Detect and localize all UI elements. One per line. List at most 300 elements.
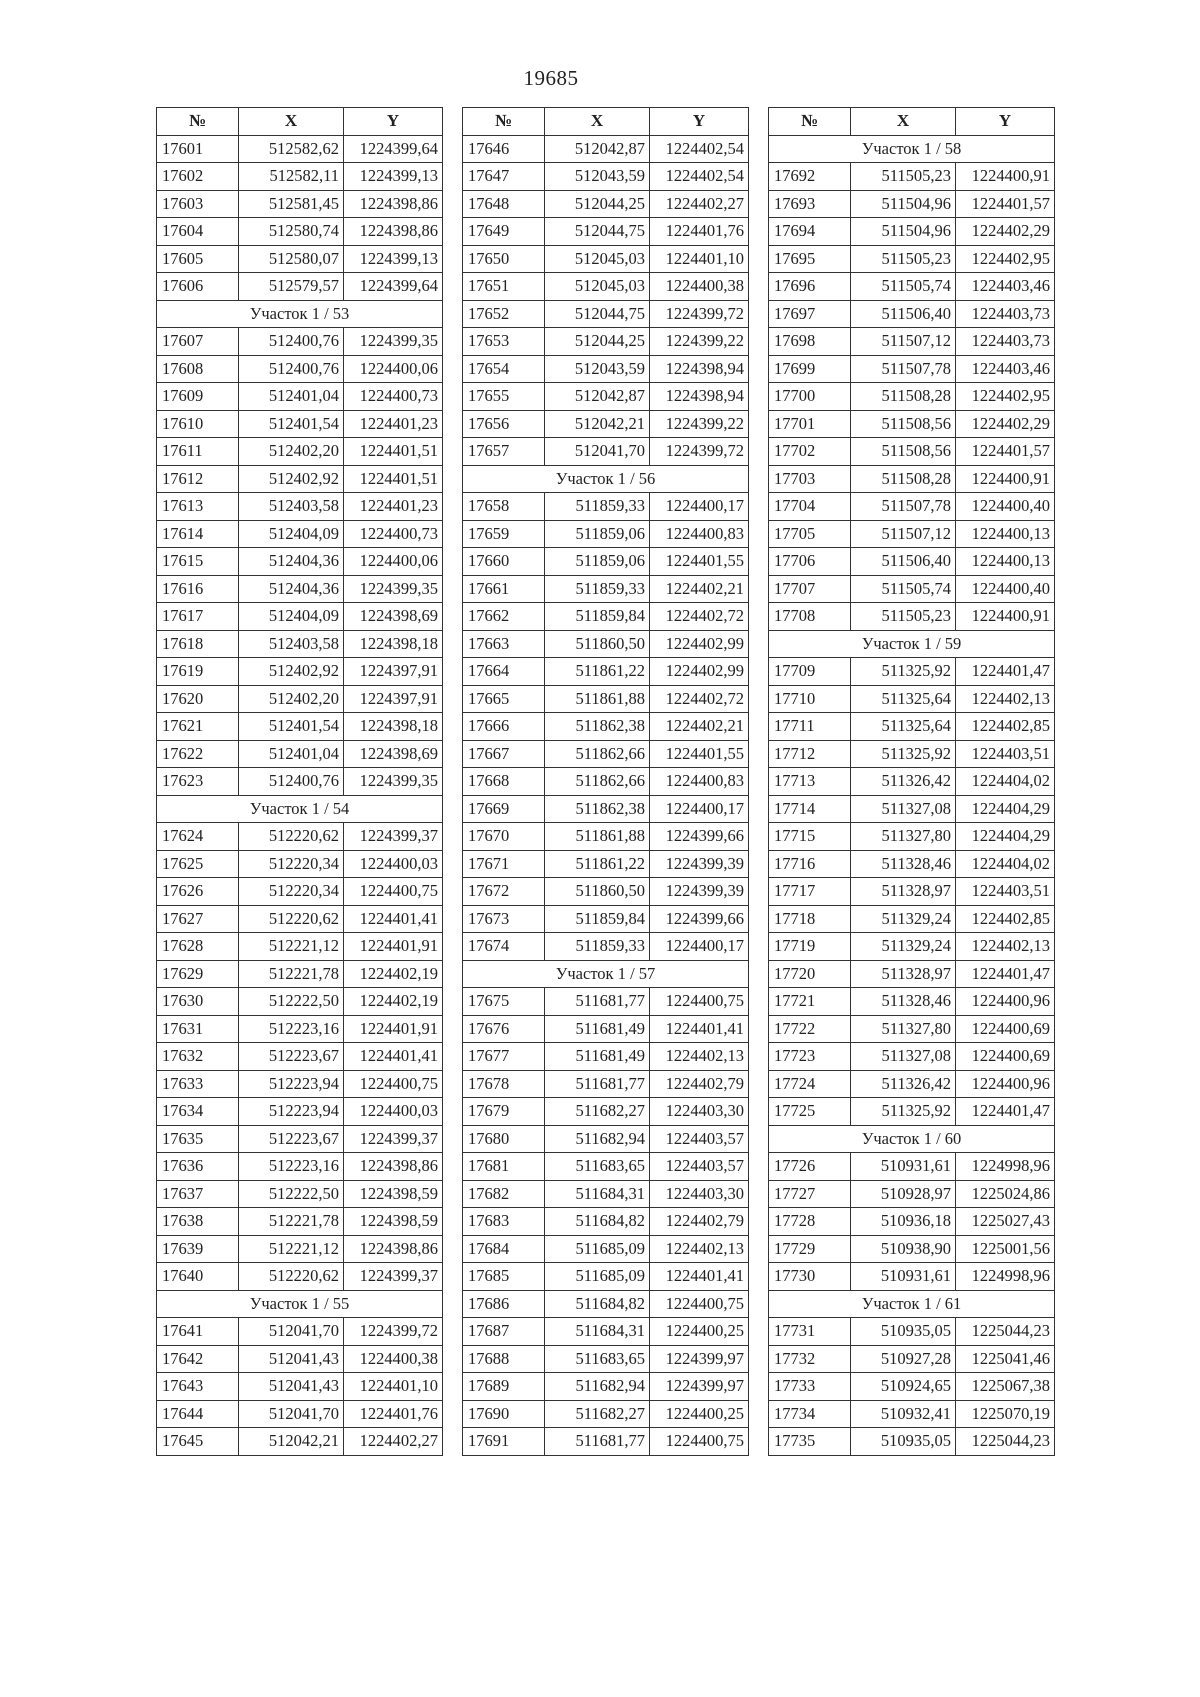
x-coordinate: 512400,76 [239, 328, 344, 356]
table-row [157, 355, 443, 383]
point-number: 17651 [463, 273, 545, 301]
x-coordinate: 512580,07 [239, 245, 344, 273]
point-number: 17724 [769, 1070, 851, 1098]
point-number: 17733 [769, 1373, 851, 1401]
x-coordinate: 511862,66 [545, 740, 650, 768]
header-x: X [851, 108, 956, 136]
y-coordinate: 1224403,57 [650, 1153, 749, 1181]
y-coordinate: 1224398,69 [344, 603, 443, 631]
table-row [463, 768, 749, 796]
x-coordinate: 511681,49 [545, 1043, 650, 1071]
point-number: 17634 [157, 1098, 239, 1126]
point-number: 17609 [157, 383, 239, 411]
table-row [157, 218, 443, 246]
section-label: Участок 1 / 57 [463, 960, 749, 988]
table-row [463, 658, 749, 686]
x-coordinate: 511327,08 [851, 1043, 956, 1071]
y-coordinate: 1224402,19 [344, 960, 443, 988]
x-coordinate: 510927,28 [851, 1345, 956, 1373]
table-row [463, 1263, 749, 1291]
y-coordinate: 1224400,75 [650, 1428, 749, 1456]
point-number: 17637 [157, 1180, 239, 1208]
x-coordinate: 512044,75 [545, 218, 650, 246]
header-x: X [545, 108, 650, 136]
x-coordinate: 511508,56 [851, 410, 956, 438]
y-coordinate: 1224399,13 [344, 163, 443, 191]
table-row [769, 410, 1055, 438]
y-coordinate: 1225027,43 [956, 1208, 1055, 1236]
table-row [157, 163, 443, 191]
point-number: 17618 [157, 630, 239, 658]
y-coordinate: 1224400,40 [956, 575, 1055, 603]
table-row [769, 1043, 1055, 1071]
point-number: 17655 [463, 383, 545, 411]
table-row [157, 658, 443, 686]
point-number: 17675 [463, 988, 545, 1016]
point-number: 17642 [157, 1345, 239, 1373]
point-number: 17734 [769, 1400, 851, 1428]
x-coordinate: 512041,43 [239, 1345, 344, 1373]
table-row [157, 1400, 443, 1428]
table-row [769, 493, 1055, 521]
y-coordinate: 1224400,38 [344, 1345, 443, 1373]
point-number: 17601 [157, 135, 239, 163]
point-number: 17679 [463, 1098, 545, 1126]
y-coordinate: 1224402,79 [650, 1070, 749, 1098]
y-coordinate: 1224399,37 [344, 1263, 443, 1291]
y-coordinate: 1224401,41 [650, 1015, 749, 1043]
table-row [769, 1208, 1055, 1236]
point-number: 17635 [157, 1125, 239, 1153]
y-coordinate: 1225070,19 [956, 1400, 1055, 1428]
table-row [463, 273, 749, 301]
x-coordinate: 511681,77 [545, 988, 650, 1016]
x-coordinate: 512580,74 [239, 218, 344, 246]
table-row [157, 1153, 443, 1181]
y-coordinate: 1224401,76 [344, 1400, 443, 1428]
y-coordinate: 1224399,37 [344, 1125, 443, 1153]
y-coordinate: 1224400,06 [344, 355, 443, 383]
x-coordinate: 512043,59 [545, 355, 650, 383]
point-number: 17685 [463, 1263, 545, 1291]
point-number: 17698 [769, 328, 851, 356]
table-row [463, 575, 749, 603]
y-coordinate: 1224402,95 [956, 245, 1055, 273]
table-row [769, 1235, 1055, 1263]
y-coordinate: 1224399,97 [650, 1373, 749, 1401]
y-coordinate: 1224402,54 [650, 163, 749, 191]
y-coordinate: 1224402,13 [650, 1235, 749, 1263]
table-row [157, 1345, 443, 1373]
point-number: 17669 [463, 795, 545, 823]
point-number: 17664 [463, 658, 545, 686]
point-number: 17616 [157, 575, 239, 603]
x-coordinate: 511685,09 [545, 1263, 650, 1291]
x-coordinate: 511505,23 [851, 163, 956, 191]
point-number: 17731 [769, 1318, 851, 1346]
table-header-row [769, 108, 1055, 136]
point-number: 17660 [463, 548, 545, 576]
table-row [463, 1208, 749, 1236]
point-number: 17692 [769, 163, 851, 191]
point-number: 17703 [769, 465, 851, 493]
table-row [157, 988, 443, 1016]
x-coordinate: 511862,66 [545, 768, 650, 796]
point-number: 17722 [769, 1015, 851, 1043]
table-row [463, 493, 749, 521]
table-row [157, 493, 443, 521]
point-number: 17700 [769, 383, 851, 411]
y-coordinate: 1224400,83 [650, 768, 749, 796]
y-coordinate: 1224401,41 [650, 1263, 749, 1291]
table-row [769, 740, 1055, 768]
x-coordinate: 511327,08 [851, 795, 956, 823]
y-coordinate: 1224400,69 [956, 1043, 1055, 1071]
x-coordinate: 511861,88 [545, 823, 650, 851]
table-row [463, 1373, 749, 1401]
point-number: 17735 [769, 1428, 851, 1456]
table-row [769, 1345, 1055, 1373]
point-number: 17626 [157, 878, 239, 906]
table-row [769, 520, 1055, 548]
table-row [769, 1428, 1055, 1456]
x-coordinate: 511507,12 [851, 520, 956, 548]
y-coordinate: 1224399,72 [344, 1318, 443, 1346]
table-row [157, 1428, 443, 1456]
table-row [463, 410, 749, 438]
table-row [769, 548, 1055, 576]
y-coordinate: 1224402,27 [344, 1428, 443, 1456]
coordinates-table-2 [462, 107, 749, 1456]
table-row [769, 823, 1055, 851]
point-number: 17674 [463, 933, 545, 961]
table-row [157, 1125, 443, 1153]
x-coordinate: 511326,42 [851, 1070, 956, 1098]
x-coordinate: 512044,75 [545, 300, 650, 328]
y-coordinate: 1224400,75 [344, 878, 443, 906]
x-coordinate: 512220,34 [239, 878, 344, 906]
y-coordinate: 1224401,51 [344, 465, 443, 493]
point-number: 17623 [157, 768, 239, 796]
x-coordinate: 511506,40 [851, 300, 956, 328]
table-row [463, 135, 749, 163]
x-coordinate: 512223,67 [239, 1125, 344, 1153]
table-row [157, 685, 443, 713]
table-row [769, 850, 1055, 878]
x-coordinate: 511859,33 [545, 575, 650, 603]
x-coordinate: 511862,38 [545, 713, 650, 741]
x-coordinate: 511328,46 [851, 988, 956, 1016]
table-row [463, 438, 749, 466]
point-number: 17671 [463, 850, 545, 878]
y-coordinate: 1224402,21 [650, 713, 749, 741]
y-coordinate: 1224402,99 [650, 630, 749, 658]
point-number: 17720 [769, 960, 851, 988]
point-number: 17687 [463, 1318, 545, 1346]
y-coordinate: 1224400,17 [650, 795, 749, 823]
point-number: 17659 [463, 520, 545, 548]
y-coordinate: 1224400,83 [650, 520, 749, 548]
y-coordinate: 1224402,99 [650, 658, 749, 686]
x-coordinate: 511327,80 [851, 1015, 956, 1043]
point-number: 17666 [463, 713, 545, 741]
table-row [157, 1235, 443, 1263]
x-coordinate: 511682,94 [545, 1373, 650, 1401]
x-coordinate: 511861,88 [545, 685, 650, 713]
point-number: 17644 [157, 1400, 239, 1428]
point-number: 17602 [157, 163, 239, 191]
x-coordinate: 512402,92 [239, 465, 344, 493]
y-coordinate: 1224403,30 [650, 1180, 749, 1208]
section-row [157, 1290, 443, 1318]
x-coordinate: 511681,77 [545, 1428, 650, 1456]
point-number: 17656 [463, 410, 545, 438]
table-row [769, 355, 1055, 383]
point-number: 17646 [463, 135, 545, 163]
point-number: 17610 [157, 410, 239, 438]
point-number: 17620 [157, 685, 239, 713]
point-number: 17611 [157, 438, 239, 466]
point-number: 17663 [463, 630, 545, 658]
table-row [769, 1318, 1055, 1346]
table-row [463, 850, 749, 878]
x-coordinate: 512401,54 [239, 713, 344, 741]
x-coordinate: 510935,05 [851, 1428, 956, 1456]
y-coordinate: 1224403,30 [650, 1098, 749, 1126]
table-row [157, 1263, 443, 1291]
point-number: 17612 [157, 465, 239, 493]
x-coordinate: 512042,87 [545, 135, 650, 163]
point-number: 17629 [157, 960, 239, 988]
y-coordinate: 1224400,06 [344, 548, 443, 576]
table-row [463, 905, 749, 933]
point-number: 17627 [157, 905, 239, 933]
section-label: Участок 1 / 54 [157, 795, 443, 823]
x-coordinate: 512221,78 [239, 1208, 344, 1236]
table-row [463, 1070, 749, 1098]
y-coordinate: 1224397,91 [344, 685, 443, 713]
point-number: 17689 [463, 1373, 545, 1401]
x-coordinate: 512220,62 [239, 823, 344, 851]
point-number: 17723 [769, 1043, 851, 1071]
header-number: № [463, 108, 545, 136]
x-coordinate: 512223,67 [239, 1043, 344, 1071]
point-number: 17690 [463, 1400, 545, 1428]
y-coordinate: 1224398,94 [650, 355, 749, 383]
x-coordinate: 512220,62 [239, 905, 344, 933]
y-coordinate: 1224399,72 [650, 438, 749, 466]
y-coordinate: 1224998,96 [956, 1153, 1055, 1181]
point-number: 17667 [463, 740, 545, 768]
point-number: 17725 [769, 1098, 851, 1126]
y-coordinate: 1224399,37 [344, 823, 443, 851]
y-coordinate: 1224400,13 [956, 520, 1055, 548]
table-row [769, 218, 1055, 246]
x-coordinate: 512044,25 [545, 328, 650, 356]
point-number: 17658 [463, 493, 545, 521]
point-number: 17603 [157, 190, 239, 218]
point-number: 17716 [769, 850, 851, 878]
x-coordinate: 511859,33 [545, 933, 650, 961]
y-coordinate: 1224402,54 [650, 135, 749, 163]
table-row [769, 988, 1055, 1016]
table-row [769, 438, 1055, 466]
table-row [157, 190, 443, 218]
table-row [157, 520, 443, 548]
y-coordinate: 1224398,18 [344, 713, 443, 741]
x-coordinate: 511505,74 [851, 575, 956, 603]
point-number: 17630 [157, 988, 239, 1016]
x-coordinate: 511859,06 [545, 548, 650, 576]
header-y: Y [956, 108, 1055, 136]
y-coordinate: 1224399,22 [650, 328, 749, 356]
x-coordinate: 510931,61 [851, 1263, 956, 1291]
table-row [157, 273, 443, 301]
x-coordinate: 512401,54 [239, 410, 344, 438]
x-coordinate: 511682,94 [545, 1125, 650, 1153]
x-coordinate: 511328,97 [851, 878, 956, 906]
y-coordinate: 1224399,64 [344, 135, 443, 163]
y-coordinate: 1225067,38 [956, 1373, 1055, 1401]
y-coordinate: 1224399,13 [344, 245, 443, 273]
y-coordinate: 1224400,17 [650, 933, 749, 961]
x-coordinate: 511507,12 [851, 328, 956, 356]
section-row [769, 1125, 1055, 1153]
x-coordinate: 511329,24 [851, 933, 956, 961]
table-row [769, 163, 1055, 191]
table-row [769, 768, 1055, 796]
x-coordinate: 512041,43 [239, 1373, 344, 1401]
x-coordinate: 512042,87 [545, 383, 650, 411]
x-coordinate: 512042,21 [239, 1428, 344, 1456]
x-coordinate: 511325,64 [851, 685, 956, 713]
table-row [769, 190, 1055, 218]
y-coordinate: 1224400,03 [344, 1098, 443, 1126]
point-number: 17639 [157, 1235, 239, 1263]
y-coordinate: 1224402,27 [650, 190, 749, 218]
table-row [769, 328, 1055, 356]
table-row [157, 1373, 443, 1401]
x-coordinate: 511507,78 [851, 355, 956, 383]
y-coordinate: 1224401,47 [956, 960, 1055, 988]
point-number: 17726 [769, 1153, 851, 1181]
x-coordinate: 511683,65 [545, 1345, 650, 1373]
point-number: 17721 [769, 988, 851, 1016]
section-row [769, 630, 1055, 658]
table-row [157, 383, 443, 411]
x-coordinate: 511682,27 [545, 1098, 650, 1126]
x-coordinate: 511860,50 [545, 630, 650, 658]
point-number: 17619 [157, 658, 239, 686]
point-number: 17676 [463, 1015, 545, 1043]
x-coordinate: 512043,59 [545, 163, 650, 191]
x-coordinate: 512223,16 [239, 1153, 344, 1181]
y-coordinate: 1224402,95 [956, 383, 1055, 411]
table-row [157, 713, 443, 741]
x-coordinate: 512404,36 [239, 548, 344, 576]
point-number: 17694 [769, 218, 851, 246]
y-coordinate: 1224398,86 [344, 1235, 443, 1263]
table-row [769, 575, 1055, 603]
y-coordinate: 1224400,38 [650, 273, 749, 301]
table-row [157, 328, 443, 356]
x-coordinate: 511859,84 [545, 905, 650, 933]
table-row [157, 1015, 443, 1043]
y-coordinate: 1224399,72 [650, 300, 749, 328]
y-coordinate: 1224402,72 [650, 603, 749, 631]
point-number: 17728 [769, 1208, 851, 1236]
y-coordinate: 1224399,66 [650, 823, 749, 851]
point-number: 17715 [769, 823, 851, 851]
x-coordinate: 511508,28 [851, 465, 956, 493]
y-coordinate: 1224401,76 [650, 218, 749, 246]
x-coordinate: 511861,22 [545, 850, 650, 878]
point-number: 17606 [157, 273, 239, 301]
y-coordinate: 1224397,91 [344, 658, 443, 686]
x-coordinate: 512581,45 [239, 190, 344, 218]
x-coordinate: 511682,27 [545, 1400, 650, 1428]
y-coordinate: 1224401,47 [956, 1098, 1055, 1126]
x-coordinate: 512041,70 [239, 1318, 344, 1346]
point-number: 17672 [463, 878, 545, 906]
point-number: 17631 [157, 1015, 239, 1043]
table-row [463, 1290, 749, 1318]
x-coordinate: 512403,58 [239, 630, 344, 658]
y-coordinate: 1224402,19 [344, 988, 443, 1016]
x-coordinate: 511507,78 [851, 493, 956, 521]
point-number: 17647 [463, 163, 545, 191]
y-coordinate: 1224998,96 [956, 1263, 1055, 1291]
point-number: 17710 [769, 685, 851, 713]
table-row [157, 245, 443, 273]
y-coordinate: 1225044,23 [956, 1318, 1055, 1346]
table-row [463, 1153, 749, 1181]
header-number: № [157, 108, 239, 136]
x-coordinate: 512223,94 [239, 1070, 344, 1098]
point-number: 17729 [769, 1235, 851, 1263]
x-coordinate: 511325,92 [851, 1098, 956, 1126]
table-row [463, 713, 749, 741]
y-coordinate: 1224404,29 [956, 795, 1055, 823]
y-coordinate: 1224402,79 [650, 1208, 749, 1236]
x-coordinate: 512402,20 [239, 438, 344, 466]
x-coordinate: 512582,62 [239, 135, 344, 163]
point-number: 17632 [157, 1043, 239, 1071]
point-number: 17684 [463, 1235, 545, 1263]
y-coordinate: 1224402,29 [956, 218, 1055, 246]
table-row [463, 795, 749, 823]
section-row [769, 135, 1055, 163]
y-coordinate: 1224401,91 [344, 933, 443, 961]
table-row [769, 905, 1055, 933]
section-label: Участок 1 / 60 [769, 1125, 1055, 1153]
y-coordinate: 1224403,46 [956, 355, 1055, 383]
section-label: Участок 1 / 53 [157, 300, 443, 328]
x-coordinate: 511684,31 [545, 1318, 650, 1346]
y-coordinate: 1224401,55 [650, 548, 749, 576]
x-coordinate: 512220,34 [239, 850, 344, 878]
x-coordinate: 510928,97 [851, 1180, 956, 1208]
table-row [769, 1373, 1055, 1401]
x-coordinate: 512221,12 [239, 933, 344, 961]
table-row [463, 1345, 749, 1373]
point-number: 17608 [157, 355, 239, 383]
point-number: 17661 [463, 575, 545, 603]
table-row [157, 438, 443, 466]
section-row [157, 795, 443, 823]
x-coordinate: 511326,42 [851, 768, 956, 796]
y-coordinate: 1225024,86 [956, 1180, 1055, 1208]
